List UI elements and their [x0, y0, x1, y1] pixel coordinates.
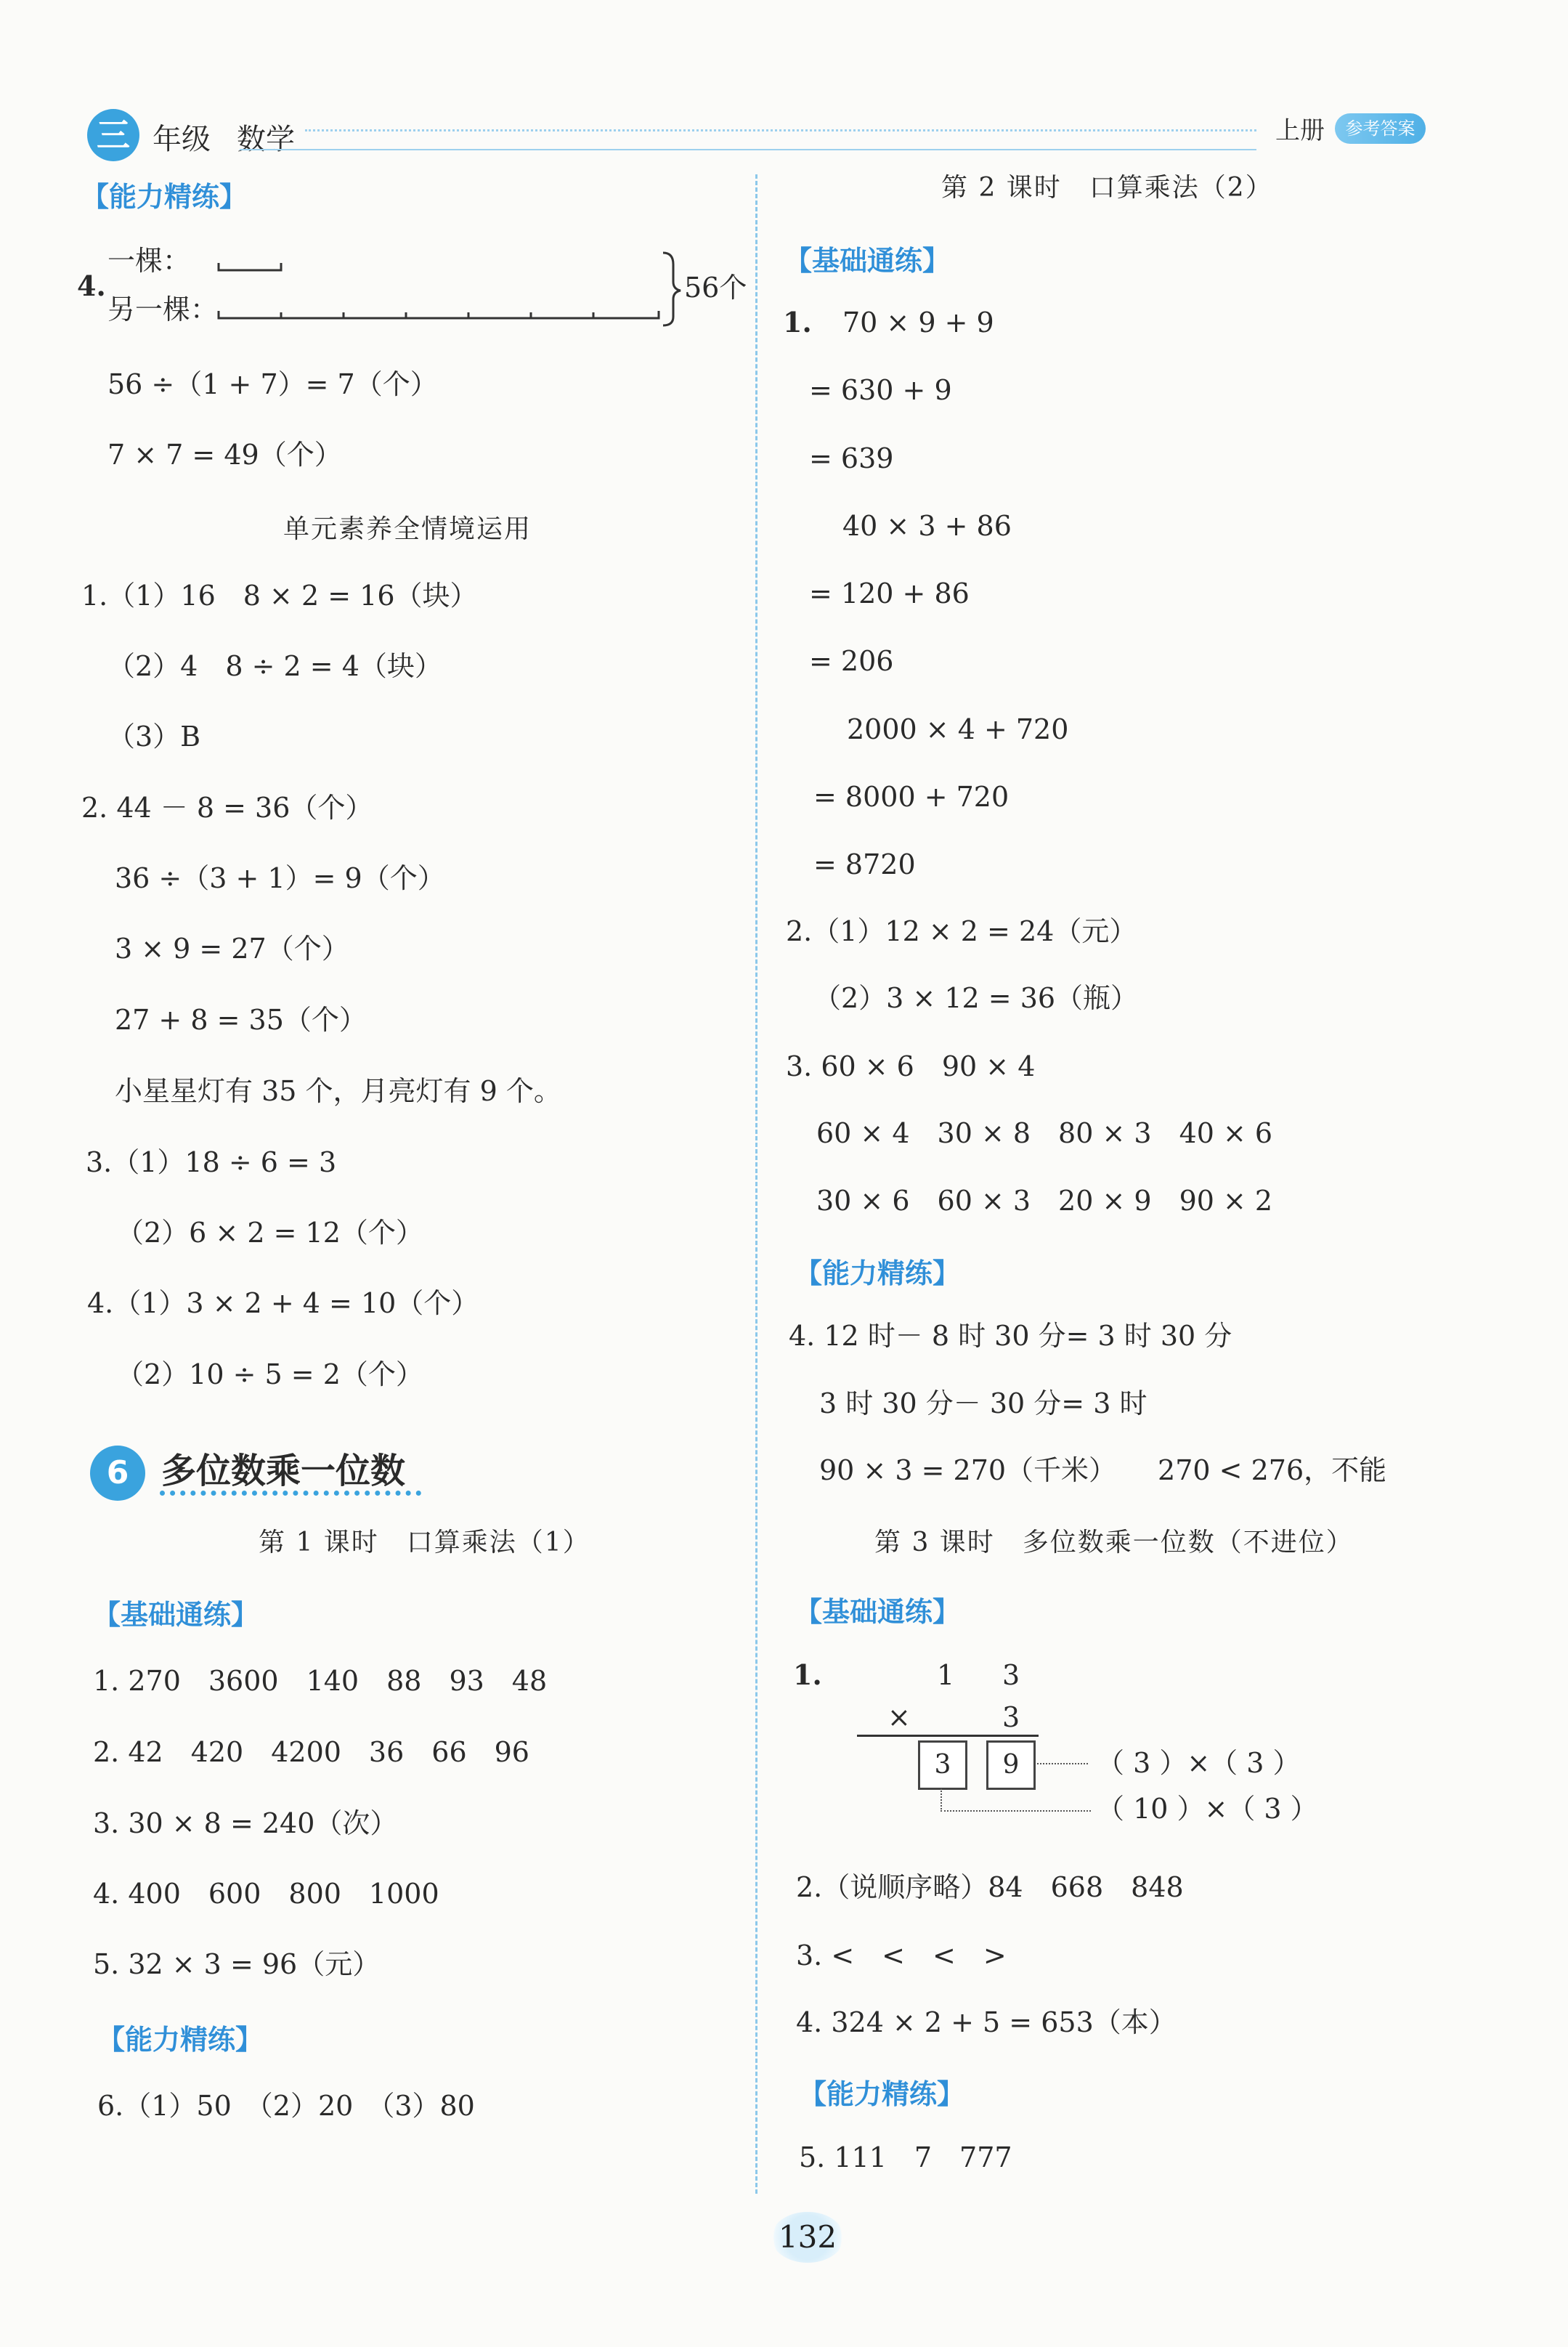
- lesson1-q4: 4. 400 600 800 1000: [93, 1878, 439, 1910]
- q4-row1-label: 一棵：: [107, 245, 191, 277]
- review-q2c: 3 × 9 = 27（个）: [115, 933, 349, 965]
- review-q2d: 27 + 8 = 35（个）: [115, 1004, 367, 1036]
- column-divider: [755, 174, 757, 2194]
- review-q4b: （2）10 ÷ 5 = 2（个）: [116, 1358, 423, 1390]
- section-ability-2: 【能力精练】: [97, 2024, 264, 2056]
- review-q2: 2. 44 － 8 = 36（个）: [81, 792, 373, 824]
- section-basic-2: 【基础通练】: [784, 245, 951, 277]
- d4-line: 4. 324 × 2 + 5 = 653（本）: [796, 2006, 1177, 2038]
- answer-badge: 参考答案: [1335, 113, 1426, 144]
- review-q2e: 小星星灯有 35 个，月亮灯有 9 个。: [115, 1075, 561, 1107]
- review-q1: 1.（1）16 8 × 2 = 16（块）: [81, 580, 478, 612]
- section-ability-1: 【能力精练】: [81, 181, 248, 213]
- lesson1-q2: 2. 42 420 4200 36 66 96: [93, 1736, 529, 1768]
- c4-line-a: 4. 12 时－ 8 时 30 分= 3 时 30 分: [789, 1320, 1232, 1352]
- c1-line-a: 70 × 9 + 9: [842, 307, 994, 339]
- lesson1-q1: 1. 270 3600 140 88 93 48: [93, 1665, 548, 1697]
- grade-label: 年级: [153, 123, 211, 156]
- q4-line1: 56 ÷（1 + 7）= 7（个）: [107, 368, 438, 400]
- review-q4: 4.（1）3 × 2 + 4 = 10（个）: [87, 1287, 479, 1319]
- review-q1c: （3）B: [107, 721, 201, 753]
- c4-line-c: 90 × 3 = 270（千米） 270 < 276，不能: [819, 1454, 1387, 1486]
- c4-line-b: 3 时 30 分－ 30 分= 3 时: [819, 1387, 1147, 1419]
- c3-line-c: 30 × 6 60 × 3 20 × 9 90 × 2: [816, 1185, 1273, 1217]
- review-q2b: 36 ÷（3 + 1）= 9（个）: [115, 862, 445, 894]
- section-ability-3: 【能力精练】: [795, 1257, 961, 1289]
- unit-title-underline: [160, 1491, 421, 1496]
- q4-row2-label: 另一棵：: [107, 293, 219, 325]
- unit-number-badge: 6: [90, 1446, 145, 1501]
- d1-times-sign: ×: [887, 1701, 911, 1733]
- lesson1-q3: 3. 30 × 8 = 240（次）: [93, 1807, 398, 1839]
- d1-box-ones: 9: [986, 1740, 1036, 1790]
- d1-connector: [941, 1788, 1091, 1812]
- segment-diagram: [214, 247, 752, 327]
- lesson3-title: 第 3 课时 多位数乘一位数（不进位）: [874, 1528, 1354, 1557]
- d1-dotted-link1: [1037, 1763, 1088, 1764]
- c1-line-d: 40 × 3 + 86: [842, 510, 1012, 542]
- d1-number: 1.: [793, 1658, 822, 1691]
- c1-line-b: = 630 + 9: [809, 374, 952, 406]
- subject-label: 数学: [237, 123, 295, 156]
- lesson1-title: 第 1 课时 口算乘法（1）: [259, 1528, 590, 1557]
- review-q3: 3.（1）18 ÷ 6 = 3: [86, 1146, 337, 1178]
- d1-top-digit1: 1: [937, 1659, 955, 1691]
- page-number: 132: [771, 2212, 844, 2263]
- c3-line-a: 3. 60 × 6 90 × 4: [786, 1050, 1036, 1082]
- grade-badge: 三: [87, 109, 139, 161]
- lesson1-q6: 6.（1）50 （2）20 （3）80: [97, 2090, 475, 2122]
- c2-line-a: 2.（1）12 × 2 = 24（元）: [786, 915, 1137, 947]
- short-segment: [219, 263, 281, 270]
- c1-line-h: = 8000 + 720: [813, 781, 1010, 813]
- lesson2-title: 第 2 课时 口算乘法（2）: [941, 173, 1273, 203]
- header-dotted-line: [305, 129, 1256, 131]
- lesson1-q5: 5. 32 × 3 = 96（元）: [93, 1948, 381, 1980]
- c1-line-c: = 639: [809, 442, 894, 474]
- c3-line-b: 60 × 4 30 × 8 80 × 3 40 × 6: [816, 1117, 1273, 1149]
- d1-multiplier: 3: [1002, 1701, 1020, 1733]
- q4-total-label: 56个: [684, 272, 747, 304]
- brace-icon: [663, 253, 681, 325]
- d5-line: 5. 111 7 777: [799, 2141, 1012, 2173]
- q4-line2: 7 × 7 = 49（个）: [107, 439, 342, 471]
- review-q3b: （2）6 × 2 = 12（个）: [116, 1217, 423, 1249]
- unit-review-title: 单元素养全情境运用: [283, 514, 532, 544]
- d1-note1: （ 3 ）×（ 3 ）: [1097, 1747, 1301, 1779]
- d1-note2: （ 10 ）×（ 3 ）: [1097, 1793, 1318, 1825]
- c1-line-i: = 8720: [813, 848, 916, 880]
- section-basic-1: 【基础通练】: [93, 1599, 259, 1631]
- c1-line-e: = 120 + 86: [809, 577, 970, 609]
- section-ability-4: 【能力精练】: [799, 2078, 965, 2110]
- c1-number: 1.: [783, 306, 812, 339]
- c1-line-f: = 206: [809, 645, 894, 677]
- unit-title: 多位数乘一位数: [161, 1451, 406, 1491]
- d1-box-tens: 3: [918, 1740, 967, 1790]
- c2-line-b: （2）3 × 12 = 36（瓶）: [813, 982, 1139, 1014]
- volume-label: 上册: [1275, 116, 1325, 145]
- d1-top-digit2: 3: [1002, 1659, 1020, 1691]
- header-rule: [240, 149, 1256, 150]
- section-basic-3: 【基础通练】: [795, 1596, 961, 1628]
- review-q1b: （2）4 8 ÷ 2 = 4（块）: [107, 650, 442, 682]
- q4-number: 4.: [77, 269, 106, 302]
- c1-line-g: 2000 × 4 + 720: [847, 713, 1069, 745]
- d1-rule: [857, 1735, 1039, 1737]
- d3-line: 3. < < < >: [796, 1939, 1007, 1971]
- d2-line: 2.（说顺序略）84 668 848: [796, 1871, 1184, 1903]
